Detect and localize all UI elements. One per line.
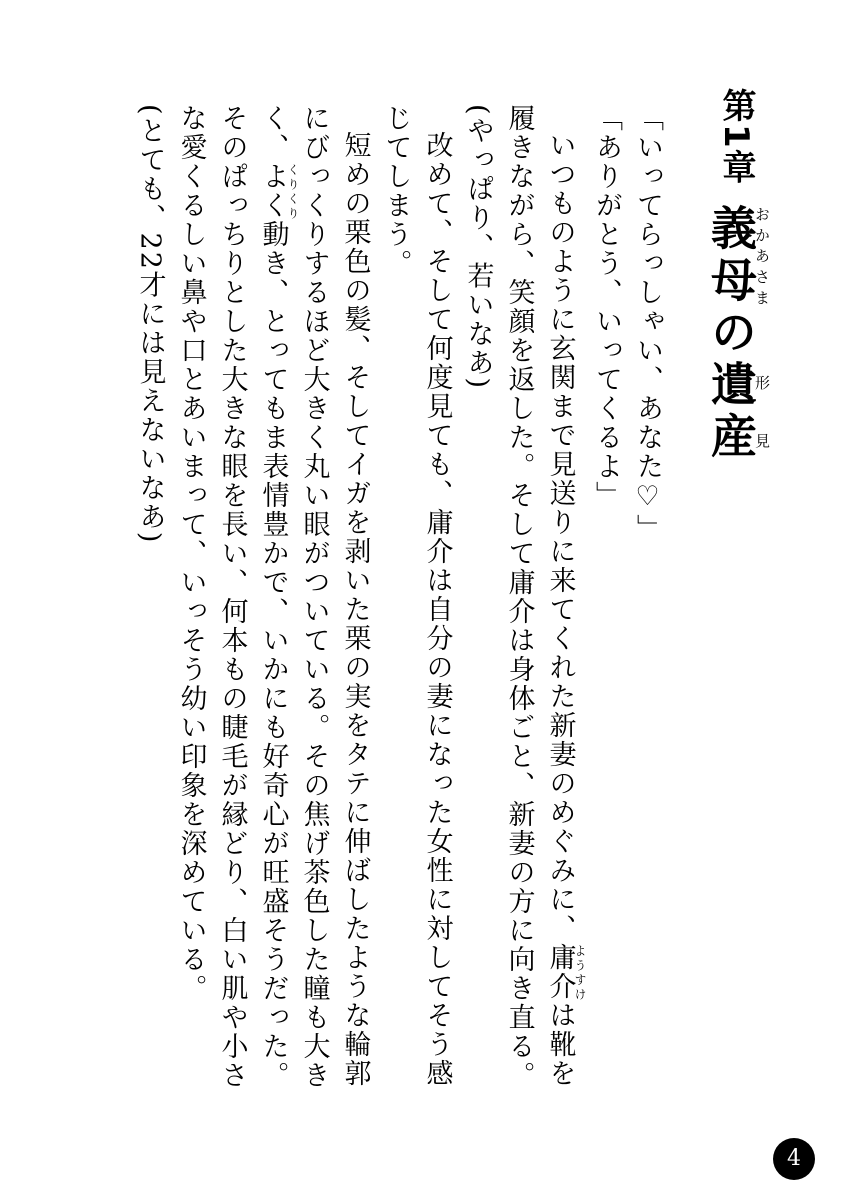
body-text <box>130 104 669 1104</box>
paragraph: (やっぱり、若いなあ) <box>462 104 494 391</box>
chapter-label: 第1章 <box>716 88 756 186</box>
chapter-title: 義母おかあさまの遺産形見 <box>704 204 771 464</box>
title-ruby-2: 遺産形見 <box>704 360 771 464</box>
paragraph: 「いってらっしゃい、あなた♡」 <box>632 104 663 543</box>
paragraph: (とても、22才には見えないなあ) <box>134 104 166 545</box>
paragraph: 短めの栗色の髪、そしてイガを剥いた栗の実をタテに伸ばしたような輪郭にびっくりするほど大きく丸い眼がついている。その焦げ茶色した瞳も大きく、よくくりくり動き、とってもま表情豊かで、いかにも好奇心が旺盛そうだった。そのぱっちりとした大きな眼を長い、何本もの睫毛が縁どり、白い肌や小さな愛くるしい鼻や口とあいまって、いっそう幼い印象を深めている。 <box>175 104 371 1090</box>
title-ruby-1: 義母おかあさま <box>704 204 771 308</box>
ruby-text: 庸介ようすけ <box>544 943 587 1001</box>
chapter-heading <box>714 88 758 186</box>
ruby-text: よくくりくり <box>257 162 300 220</box>
paragraph: いつものように玄関まで見送りに来てくれた新妻のめぐみに、庸介ようすけは靴を履きながら、笑顔を返した。そして庸介は身体ごと、新妻の方に向き直る。 <box>503 104 587 1090</box>
paragraph: 改めて、そして何度見ても、庸介は自分の妻になった女性に対してそう感じてしまう。 <box>380 104 453 1088</box>
paragraph: 「ありがとう、いってくるよ」 <box>591 104 622 510</box>
page-number: 4 <box>773 1138 815 1180</box>
